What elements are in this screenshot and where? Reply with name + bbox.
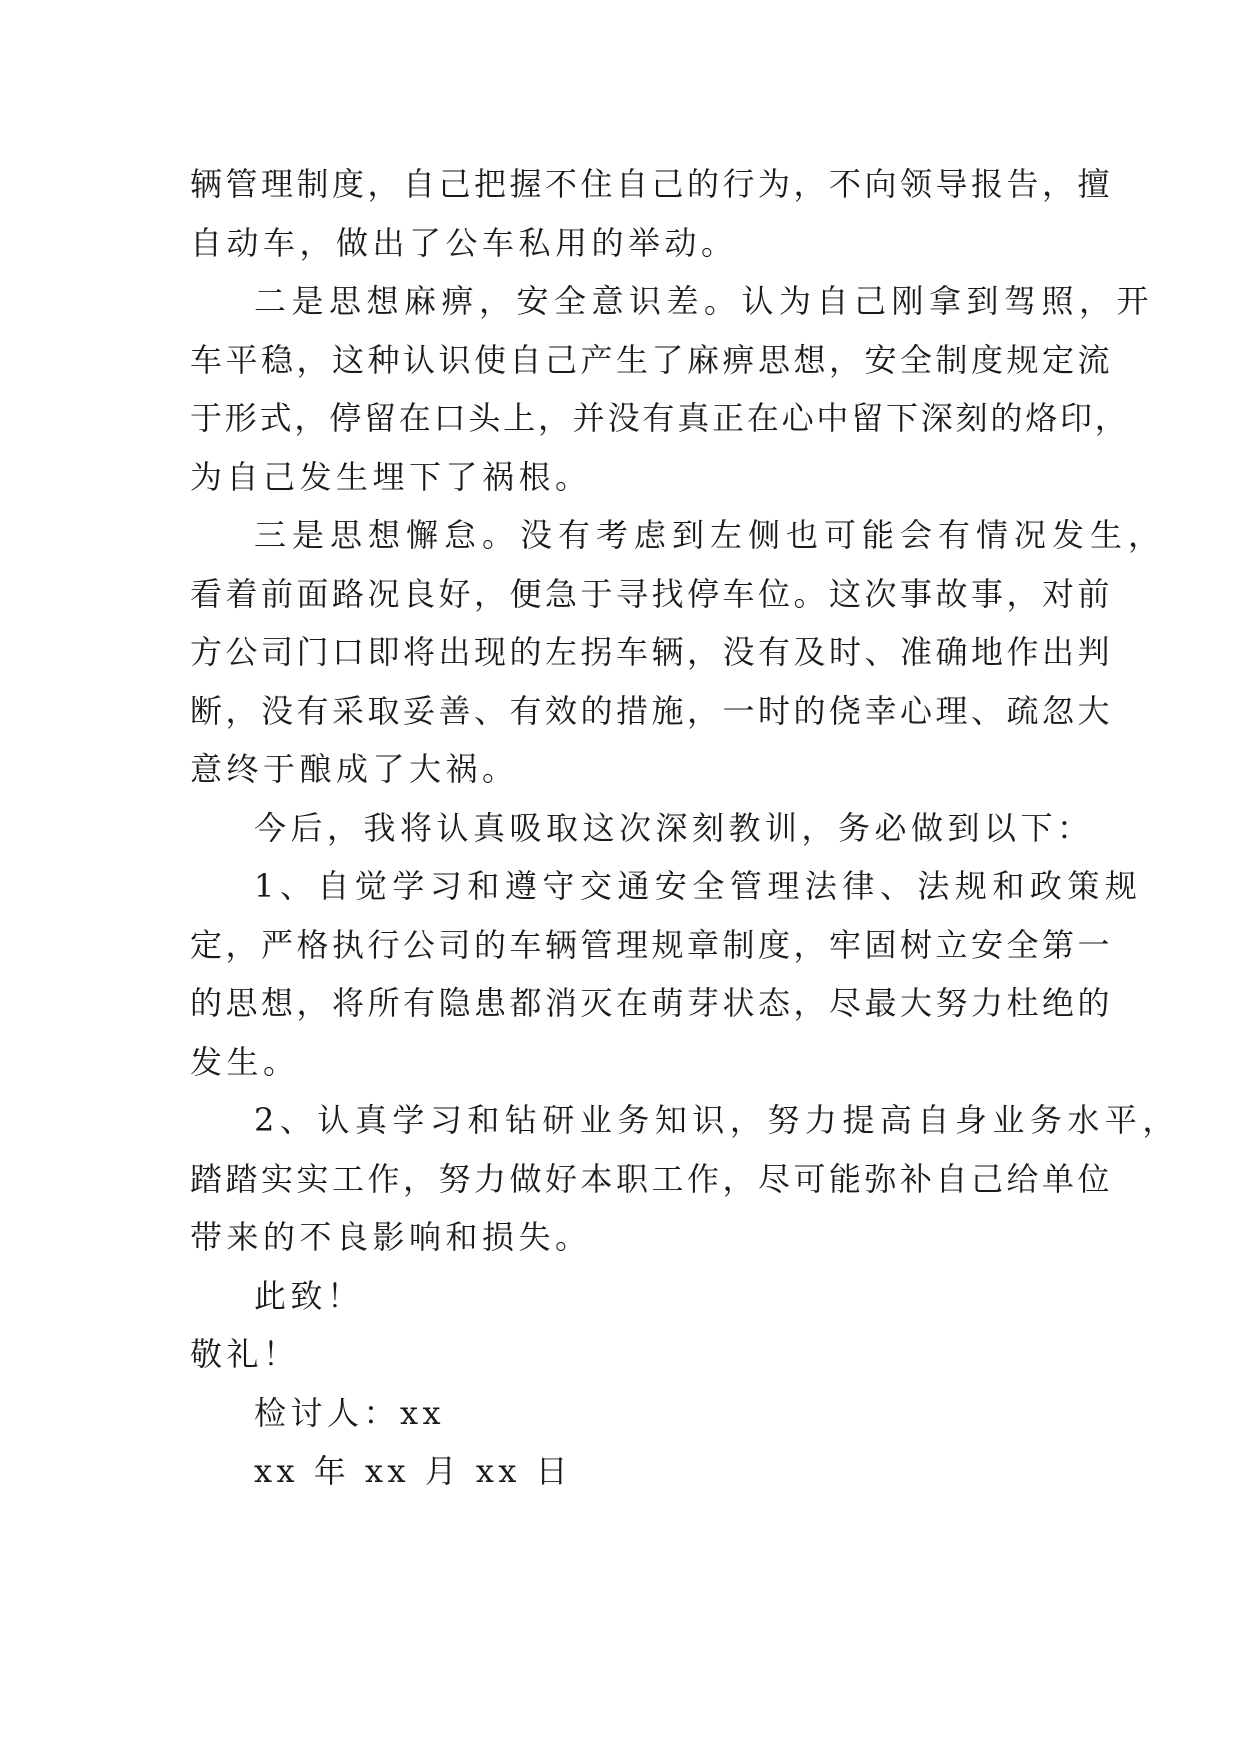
- text-line-2: 自动车，做出了公车私用的举动。: [190, 223, 738, 262]
- document-body: [190, 155, 1180, 1501]
- text-line-7: 三是思想懈怠。没有考虑到左侧也可能会有情况发生，: [254, 516, 1167, 554]
- text-line-6: 为自己发生埋下了祸根。: [190, 457, 592, 496]
- text-line-3: 二是思想麻痹，安全意识差。认为自己刚拿到驾照，开: [254, 282, 1155, 320]
- text-line-18: 踏踏实实工作，努力做好本职工作，尽可能弥补自己给单位: [190, 1159, 1114, 1198]
- text-line-12: 今后，我将认真吸取这次深刻教训，务必做到以下：: [254, 808, 1094, 847]
- closing-respect: 敬礼！: [190, 1335, 300, 1373]
- text-line-16: 发生。: [190, 1042, 300, 1081]
- text-line-11: 意终于酿成了大祸。: [190, 750, 519, 788]
- closing-salutation: 此致！: [254, 1276, 364, 1315]
- text-line-10: 断，没有采取妥善、有效的措施，一时的侥幸心理、疏忽大: [190, 691, 1114, 730]
- text-line-1: 辆管理制度，自己把握不住自己的行为，不向领导报告，擅: [190, 165, 1114, 203]
- text-line-13: 1、自觉学习和遵守交通安全管理法律、法规和政策规: [254, 867, 1143, 905]
- text-line-15: 的思想，将所有隐患都消灭在萌芽状态，尽最大努力杜绝的: [190, 984, 1114, 1022]
- text-line-17: 2、认真学习和钻研业务知识，努力提高自身业务水平，: [254, 1101, 1180, 1139]
- text-line-5: 于形式，停留在口头上，并没有真正在心中留下深刻的烙印，: [190, 399, 1130, 437]
- text-line-14: 定，严格执行公司的车辆管理规章制度，牢固树立安全第一: [190, 925, 1114, 964]
- signature-author: 检讨人：xx: [254, 1393, 446, 1432]
- text-line-4: 车平稳，这种认识使自己产生了麻痹思想，安全制度规定流: [190, 340, 1114, 379]
- text-line-8: 看着前面路况良好，便急于寻找停车位。这次事故事，对前: [190, 574, 1114, 613]
- signature-date: xx 年 xx 月 xx 日: [254, 1452, 573, 1490]
- text-line-19: 带来的不良影响和损失。: [190, 1218, 592, 1256]
- text-line-9: 方公司门口即将出现的左拐车辆，没有及时、准确地作出判: [190, 633, 1114, 671]
